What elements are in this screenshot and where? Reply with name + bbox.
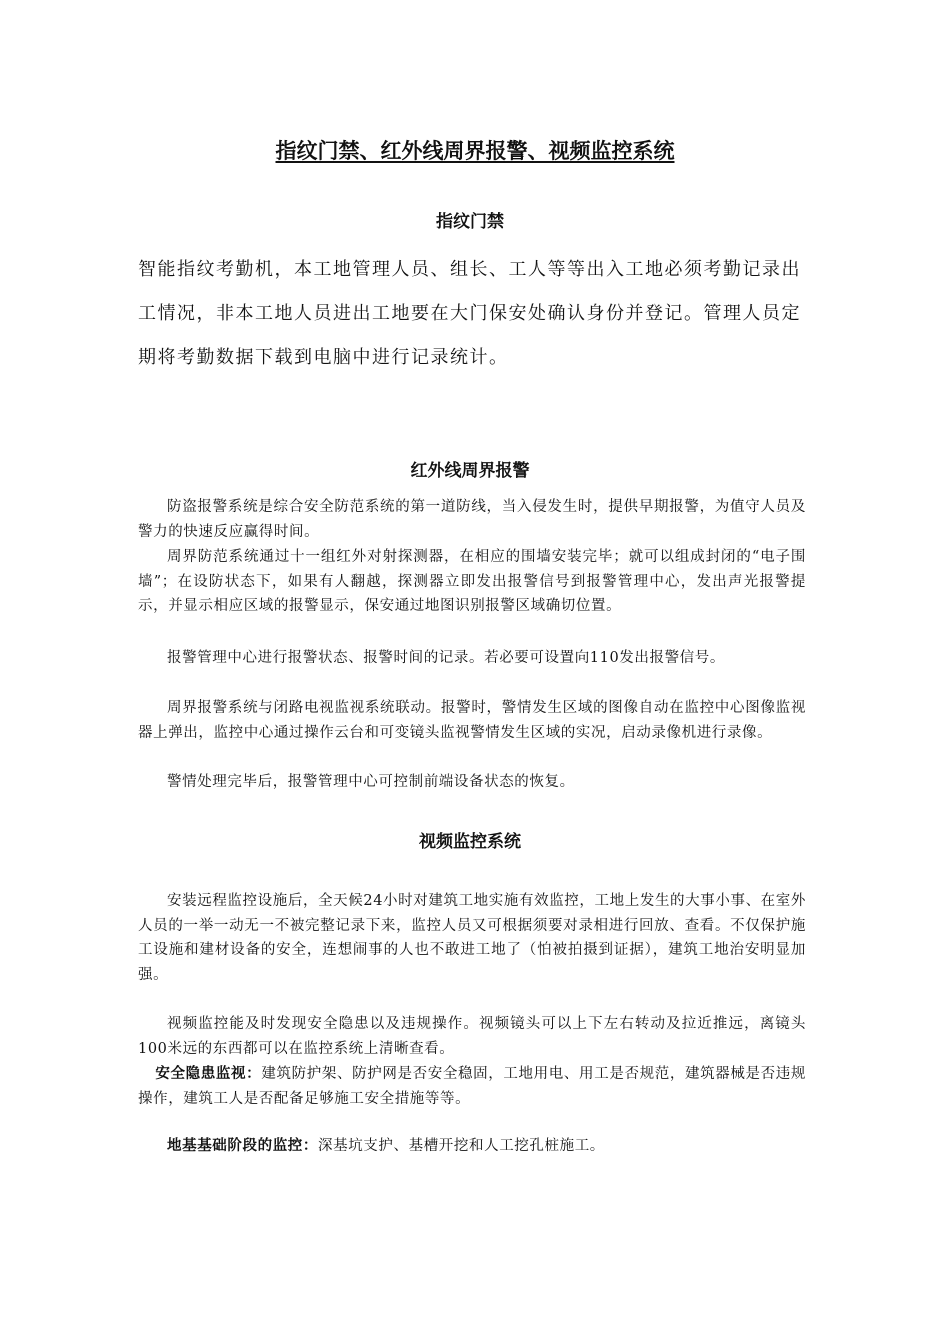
section-heading-fingerprint: 指纹门禁 [436, 212, 504, 232]
infrared-paragraph-2: 周界防范系统通过十一组红外对射探测器，在相应的围墙安装完毕；就可以组成封闭的“电子围墙”；在设防状态下，如果有人翻越，探测器立即发出报警信号到报警管理中心，发出声光报警提示，并显示相应区域的报警显示，保安通过地图识别报警区域确切位置。 [138, 549, 806, 614]
fingerprint-paragraph: 智能指纹考勤机，本工地管理人员、组长、工人等等出入工地必须考勤记录出工情况，非本工地人员进出工地要在大门保安处确认身份并登记。管理人员定期将考勤数据下载到电脑中进行记录统计。 [138, 259, 801, 368]
section-heading-video: 视频监控系统 [419, 832, 521, 852]
video-paragraph-safety [138, 1062, 806, 1111]
infrared-paragraph-3: 报警管理中心进行报警状态、报警时间的记录。若必要可设置向110发出报警信号。 [167, 650, 725, 666]
video-paragraph-2: 视频监控能及时发现安全隐患以及违规操作。视频镜头可以上下左右转动及拉近推远，离镜头100米远的东西都可以在监控系统上清晰查看。 [138, 1016, 806, 1057]
video-paragraph-1: 安装远程监控设施后，全天候24小时对建筑工地实施有效监控，工地上发生的大事小事、在室外人员的一举一动无一不被完整记录下来，监控人员又可根据须要对录相进行回放、查看。不仅保护施工设施和建材设备的安全，连想闹事的人也不敢进工地了（怕被拍摄到证据），建筑工地治安明显加强。 [138, 893, 806, 983]
document-title [0, 136, 950, 166]
foundation-label: 地基基础阶段的监控： [167, 1137, 318, 1154]
infrared-paragraph-4: 周界报警系统与闭路电视监视系统联动。报警时，警情发生区域的图像自动在监控中心图像监视器上弹出，监控中心通过操作云台和可变镜头监视警情发生区域的实况，启动录像机进行录像。 [138, 700, 806, 741]
foundation-text: 深基坑支护、基槽开挖和人工挖孔桩施工。 [318, 1138, 605, 1154]
safety-text: 建筑防护架、防护网是否安全稳固，工地用电、用工是否规范，建筑器械是否违规操作，建筑工人是否配备足够施工安全措施等等。 [138, 1066, 806, 1107]
document-title-text: 指纹门禁、红外线周界报警、视频监控系统 [275, 138, 675, 163]
video-paragraph-foundation [138, 1134, 806, 1159]
section-heading-infrared: 红外线周界报警 [410, 461, 530, 481]
safety-label: 安全隐患监视： [155, 1065, 262, 1082]
infrared-paragraph-1: 防盗报警系统是综合安全防范系统的第一道防线，当入侵发生时，提供早期报警，为值守人员及警力的快速反应赢得时间。 [138, 499, 806, 540]
infrared-paragraph-5: 警情处理完毕后，报警管理中心可控制前端设备状态的恢复。 [167, 774, 575, 790]
